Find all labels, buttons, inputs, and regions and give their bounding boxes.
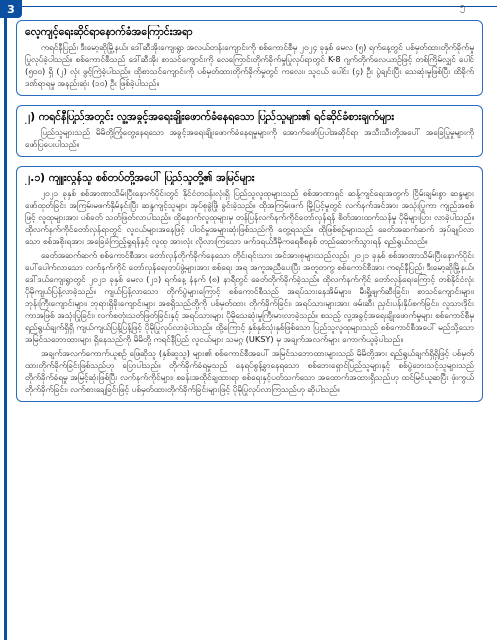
page-number-badge: 3	[0, 0, 22, 18]
section-perceptions-title: ၂.၁) ကျူးလွန်သူ စစ်တပ်တို့အပေါ် ပြည်သူတို့၏ အမြင်များ	[25, 172, 255, 184]
section-experiences	[16, 105, 483, 157]
header-mark: ၅	[459, 2, 465, 12]
section-experiences-title: ၂) ကရင်နီပြည်အတွင်း လူ့အခွင့်အရေးချိုးဖောက်ခံနေရသော ပြည်သူများ၏ ရင်ဆိုင်ခံစားချက်များ	[25, 111, 394, 123]
section-background-title: လေ့ကျင့်ရေးဆိုင်ရာနောက်ခံအကြောင်းအရာ	[25, 26, 193, 38]
section-perceptions	[16, 166, 483, 402]
section-perceptions-paragraph-3: အချက်အလက်ကောက်ယူစဉ် ဖြေဆိုသူ (နှစ်ဆူသူ) များ၏ စစ်ကောင်စီအပေါ် အမြင်သဘောထားများသည် မိမိတို့အား ရည်ရွယ်ချက်ရှိရှိဖြင့် ပစ်မှတ်ထားတိုက်ခိုက်ခြင်းဖြစ်သည်ဟု ပြောပါသည်။ တိုက်ခိုက်ခံရမှုသည် နေရပ်စွန့်ခွာနေရသော စစ်ဘေးရှောင်ပြည်သူများနှင့် စစ်ပွဲဘေးသင့်သူများသည် တိုက်ခိုက်ခံရမှု အမြင့်ဆုံးဖြစ်ပြီး လက်နက်ကိုင်များ၊ စခန်းအထိုင်ချထားရာ စစ်ရေးနှင့်ပတ်သက်သော အထောက်အထားရှိသည်ဟု ထင်မြင်ယူဆပြီး ဖုံးကွယ်တိုက်ခိုက်ခြင်း၊ လက်စားချေခြင်းဖြင့် ပစ်မှတ်ထားတိုက်ခိုက်ခြင်းများဖြင့် ပိုမိုပြုလုပ်လာကြသည်ဟု ဆိုပါသည်။	[25, 348, 474, 394]
document-content	[16, 20, 483, 640]
section-background-paragraph: ကရင်နီပြည်၊ ဒီးမော့ဆိုမြို့နယ်၊ ဒေါ်ဆီအိုးကျေးရွာ အလယ်တန်းကျောင်းကို စစ်ကောင်စီမှ ၂၀၂၄ ခုနှစ် မေလ (၅) ရက်နေ့တွင် ပစ်မှတ်ထားတိုက်ခိုက်မှုပြုလုပ်ခဲ့ပါသည်။ စစ်ကောင်စီသည် ဒေါ်ဆီအိုး စာသင်ကျောင်းကို လေကြောင်းတိုက်ခိုက်မှုပြုလုပ်ရာတွင် K-8 ဂျက်တိုက်လေယာဉ်ဖြင့် တစ်ကြိမ်လျှင် ပေါင် (၅၀၀) ရှိ (၂) လုံး ဖွင့်ကြဲခဲ့ပါသည်။ ထိုစာသင်ကျောင်းကို ပစ်မှတ်ထားတိုက်ခိုက်မှုတွင် ကလေး၊ သူငယ် ပေါင်း (၄) ဦး ပွဲချင်းပြီး သေဆုံးမှုဖြစ်ပြီး ထိခိုက်ဒဏ်ရာရမှု အနည်းဆုံး (၁၀) ဦး ဖြစ်ခဲ့ပါသည်။	[25, 42, 474, 88]
section-perceptions-paragraph-1: ၂၀၂၁ ခုနှစ် စစ်အာဏာသိမ်းပြီးနောက်ပိုင်းတွင် နိုင်ငံတဝန်းလုံးရှိ ပြည်သူလူထုများသည် စစ်အာဏာရှင် ဆန့်ကျင်ရေးအတွက် ငြိမ်းချမ်းစွာ ဆန္ဒများဖော်ထုတ်ခြင်း အကြမ်းမဖက်နှိမ်နင်းပြီး ဆန္ဒကျင့်သူများ အုပ်စုခွဲဖြို ခွင်းခဲ့သည်။ ထိုအကြမ်းဖက် မြို့ပြင့်မှုတွင် လက်နက်အင်အား အသုံးပြုကာ ကျည်အစစ်ဖြင့် လူထုများအား ပစ်ခတ် သတ်ဖြတ်လာပါသည်။ ထိုနောက်လူထုများမှ တန်ပြန်လက်နက်ကိုင်တော်လှန်ရန် စိတ်အားထက်သန်မှု ပိုမိုများပြား လာခဲ့ပါသည်။ ထိုလက်နက်ကိုင်တော်လှန်ရာတွင် လူငယ်များအနေဖြင့် ပါဝင်မှုအများဆုံးဖြစ်သည်ကို တွေ့ရသည်။ ထိုဖြစ်စဉ်များသည် ခေတ်အဆက်ဆက် အုပ်ချုပ်လာသော စစ်အစိုးရအား အခြေခံကြည့်ရှုရန်နှင့် လူထု အားလုံး လိုလားကြသော ဖက်ဒရယ်ဒီမိုကရေစီစနစ် တည်ဆောက်သွားရန် ရည်ရွယ်သည်။	[25, 188, 474, 246]
section-background	[16, 20, 483, 96]
section-experiences-paragraph: ပြည်သူများသည် မိမိတို့ကြုံတွေ့နေရသော အခွင့်အရေးချိုးဖောက်ခံနေရမှုများကို အောက်ဖော်ပြပါအဆိုင်ရာ အသီးသီးတို့အပေါ် အခြေပြုမှုများကို ဖော်ပြပေးပါသည်။	[25, 127, 474, 149]
top-border-line	[22, 6, 497, 7]
section-perceptions-paragraph-2: ခေတ်အဆက်ဆက် စစ်ကောင်စီအား တော်လှန်တိုက်ခိုက်နေသော တိုင်းရင်းသား အင်အားစုများသည်လည်း ၂၀၂၁ ခုနှစ် စစ်အာဏာသိမ်းပြီးနောက်ပိုင်း ပေါ်ပေါက်လာသော လက်နက်ကိုင် တော်လှန်ရေးတပ်ဖွဲ့များအား စစ်ရေး အရ အကူအညီပေးပြီး အတူတကွ စစ်ကောင်စီအား ကရင်နီပြည်၊ ဒီးမော့ဆိုမြို့နယ်၊ ဒေါ်ဒယ်ကျေးရွာတွင် ၂၀၂၁ ခုနှစ် မေလ (၂၁) ရက်နေ့ နံနက် (၈) နာရီတွင် ခေတ်တိုက်ခိုက်ခဲ့သည်။ ထိုလက်နက်ကိုင် တော်လှန်ရေးကြောင့် တစ်နိုင်ငံလုံး ပိုမိုကျယ်ပြန့်လာခဲ့သည်။ ကျယ်ပြန့်လာသော တိုက်ပွဲများကြောင့် စစ်ကောင်စီသည် အရပ်သားနေအိမ်များ၊ မီးရှို့ဖျက်ဆီးခြင်း၊ စာသင်ကျောင်းများ၊ ဘုန်းကြီးကျောင်းများ၊ ဘုရားရှိခိုးကျောင်းများ အစရှိသည်တို့ကို ပစ်မှတ်ထား တိုက်ခိုက်ခြင်း၊ အရပ်သားများအား ဖမ်းဆီး ညှင်းပန်းနှိပ်စက်ခြင်း၊ လူသားဒိုင်းကာအဖြစ် အသုံးပြုခြင်း၊ လက်စတုံးသတ်ဖြတ်ခြင်းနှင့် အရပ်သားများ ပိုမိုသေဆုံးမှုကြီးမားလာခဲ့သည်။ စသည့် လူ့အခွင့်အရေးချိုးဖောက်မှုများ စစ်ကောင်စီမှ ရည်ရွယ်ချက်ရှိရှိ ကျယ်ကျယ်ပြန့်ပြန့်ဖြင့် ပိုမိုပြုလုပ်လာခဲ့ပါသည်။ ထို့ကြောင့် နှစ်နှစ်သုံးနှစ်ဖြစ်သော ပြည်သူလူထုများသည် စစ်ကောင်စီအပေါ် မည်သို့သော အမြင်သဘောထားများ ရှိနေသည်ကို မိမိတို့ ကရင်နီပြည် လူငယ်များ သမဂ္ဂ (UKSY) မှ အချက်အလက်များ ကောက်ယူခဲ့ပါသည်။	[25, 250, 474, 344]
side-border-line	[4, 18, 7, 640]
